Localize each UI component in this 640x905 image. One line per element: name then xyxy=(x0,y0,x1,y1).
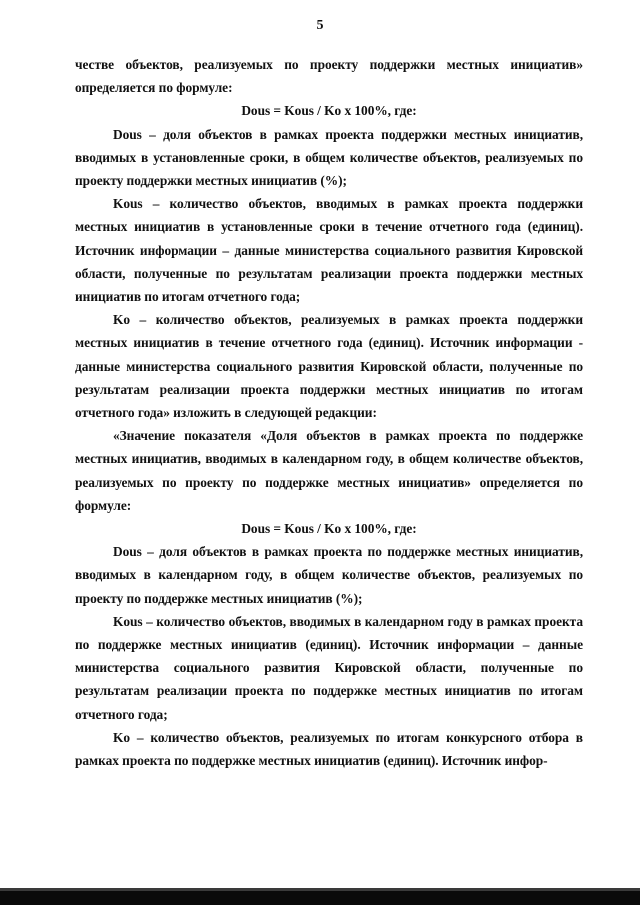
paragraph-dous-definition-old: Dous – доля объектов в рамках проекта поддержки местных инициатив, вводимых в установленные сроки, в общем количестве объектов, реализуемых по проекту поддержки местных инициатив (%); xyxy=(75,126,583,189)
paragraph-continuation: честве объектов, реализуемых по проекту поддержки местных инициатив» определяется по формуле: xyxy=(75,57,583,96)
scan-bottom-edge xyxy=(0,891,640,905)
formula-2: Dous = Kous / Ko x 100%, где: xyxy=(241,521,417,537)
document-body xyxy=(75,53,583,772)
paragraph-kous-definition-new: Kous – количество объектов, вводимых в календарном году в рамках проекта по поддержке местных инициатив (единиц). Источник информации – данные министерства социального развития Кировской области, полученные по результатам реализации проекта по поддержке местных инициатив по итогам отчетного года; xyxy=(75,613,583,722)
paragraph-ko-definition-old: Ko – количество объектов, реализуемых в рамках проекта поддержки местных инициатив в течение отчетного года (единиц). Источник информации - данные министерства социального развития Кировской области, полученные по результатам реализации проекта поддержки местных инициатив по итогам отчетного года» изложить в следующей редакции: xyxy=(75,312,583,421)
paragraph-dous-definition-new: Dous – доля объектов в рамках проекта по поддержке местных инициатив, вводимых в календарном году, в общем количестве объектов, реализуемых по проекту по поддержке местных инициатив (%); xyxy=(75,544,583,606)
paragraph-ko-definition-new: Ko – количество объектов, реализуемых по итогам конкурсного отбора в рамках проекта по поддержке местных инициатив (единиц). Источник инфор- xyxy=(75,729,583,769)
paragraph-kous-definition-old: Kous – количество объектов, вводимых в рамках проекта поддержки местных инициатив в установленные сроки в течение отчетного года (единиц). Источник информации – данные министерства социального развития Кировской области, полученные по результатам реализации проекта поддержки местных инициатив по итогам отчетного года; xyxy=(75,196,583,305)
paragraph-new-indicator: «Значение показателя «Доля объектов в рамках проекта по поддержке местных инициатив, вводимых в календарном году, в общем количестве объектов, реализуемых по проекту по поддержке местных инициатив» определяется по формуле: xyxy=(75,428,583,513)
page-number: 5 xyxy=(316,18,324,33)
formula-1: Dous = Kous / Ko x 100%, где: xyxy=(241,103,417,119)
